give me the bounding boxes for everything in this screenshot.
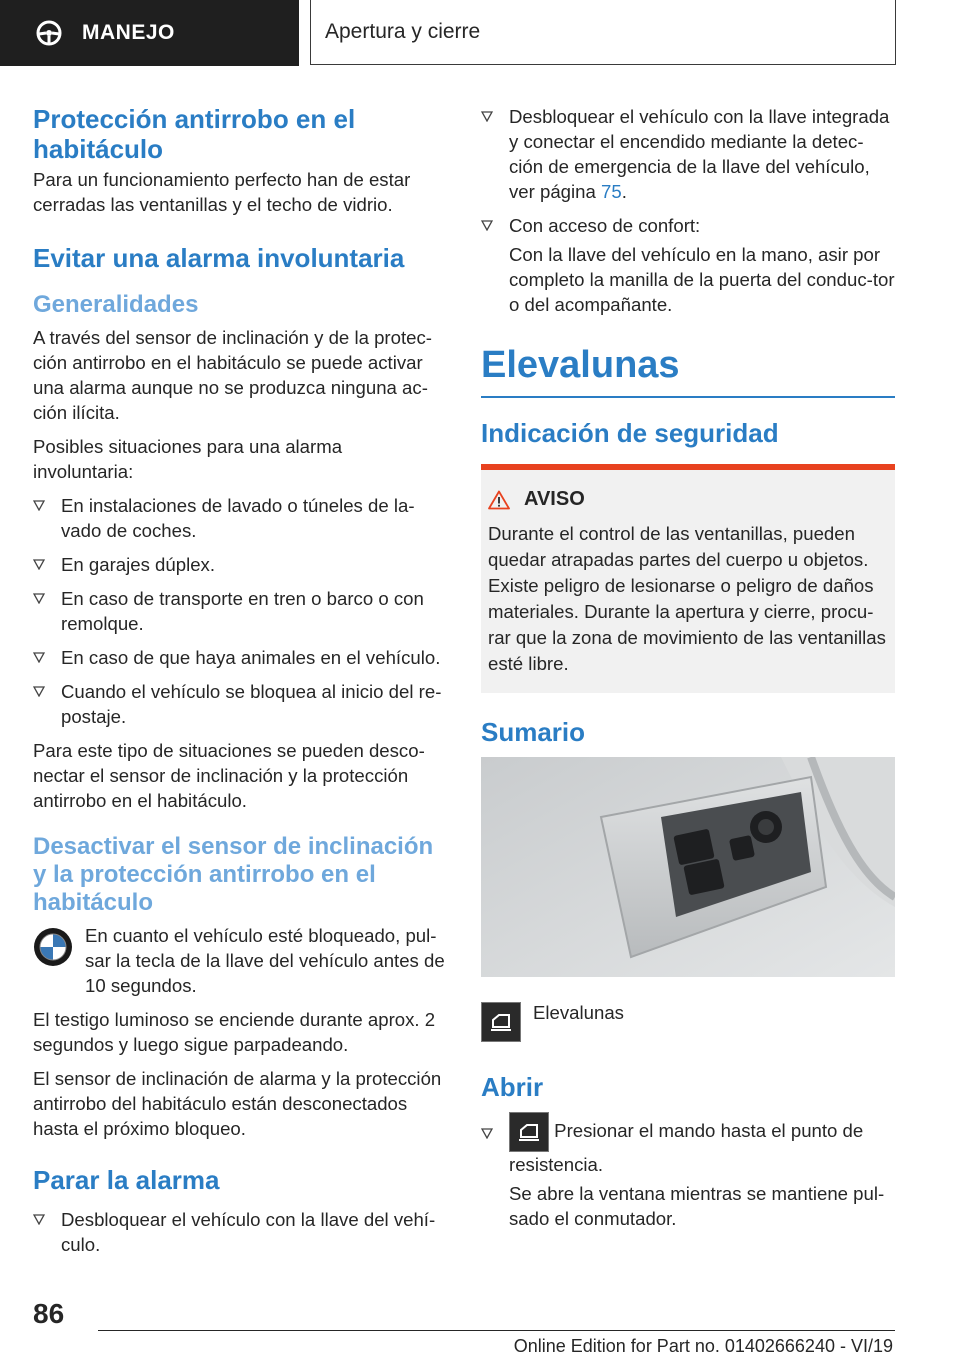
left-column bbox=[33, 100, 447, 1266]
footer-divider bbox=[98, 1330, 895, 1331]
window-switch-icon bbox=[509, 1112, 549, 1152]
heading-stop-alarm: Parar la alarma bbox=[33, 1165, 220, 1195]
stop-alarm-list-continued bbox=[481, 104, 895, 317]
paragraph-general-1: A través del sensor de inclinación y de la protec‐ción antirrobo en el habitáculo se puede activar una alarma aunque no se produzca ninguna ac‐ción ilícita. bbox=[33, 327, 432, 423]
legend-caption: Elevalunas bbox=[533, 1002, 624, 1023]
list-item: Con acceso de confort: Con la llave del vehículo en la mano, asir por completo la manilla de la puerta del conduc‐tor o del acompañante. bbox=[481, 213, 895, 317]
list-item: En caso de transporte en tren o barco o con remolque. bbox=[33, 586, 447, 636]
triangle-bullet-icon bbox=[481, 111, 493, 122]
paragraph-interior: Para un funcionamiento perfecto han de estar cerradas las ventanillas y el techo de vidrio. bbox=[33, 169, 411, 215]
list-item: En caso de que haya animales en el vehículo. bbox=[33, 645, 447, 670]
legend-row bbox=[481, 1002, 895, 1042]
right-column bbox=[481, 104, 895, 1240]
triangle-bullet-icon bbox=[33, 1214, 45, 1225]
heading-general: Generalidades bbox=[33, 291, 199, 318]
triangle-bullet-icon bbox=[33, 686, 45, 697]
triangle-bullet-icon bbox=[481, 1128, 493, 1139]
triangle-bullet-icon bbox=[33, 652, 45, 663]
window-switch-photo bbox=[481, 757, 895, 977]
list-item: Desbloquear el vehículo con la llave del vehí‐culo. bbox=[33, 1207, 447, 1257]
paragraph-deactivate-3: El sensor de inclinación de alarma y la protección antirrobo del habitáculo están desconectados hasta el próximo bloqueo. bbox=[33, 1068, 442, 1139]
list-item: Cuando el vehículo se bloquea al inicio del re‐postaje. bbox=[33, 679, 447, 729]
warning-text: Durante el control de las ventanillas, pueden quedar atrapadas partes del cuerpo u objetos. Existe peligro de lesionarse o peligro de daños materiales. Durante la apertura y cierre, procu‐rar que la zona de movimiento de las ventanillas esté libre. bbox=[488, 523, 886, 674]
page-number: 86 bbox=[33, 1298, 65, 1329]
list-item-detail: Se abre la ventana mientras se mantiene pul‐sado el conmutador. bbox=[509, 1183, 885, 1229]
stop-alarm-list bbox=[33, 1207, 447, 1257]
list-item-detail: Con la llave del vehículo en la mano, asir por completo la manilla de la puerta del conduc‐tor o del acompañante. bbox=[509, 244, 895, 315]
heading-windows: Elevalunas bbox=[481, 344, 680, 386]
section-tab bbox=[0, 0, 299, 66]
warning-title: AVISO bbox=[524, 488, 585, 510]
paragraph-deactivate-1: En cuanto el vehículo esté bloqueado, pul‐sar la tecla de la llave del vehículo antes de 10 segundos. bbox=[33, 923, 447, 998]
triangle-bullet-icon bbox=[481, 220, 493, 231]
situations-list bbox=[33, 493, 447, 729]
heading-interior-protection: Protección antirrobo en el habitáculo bbox=[33, 104, 356, 164]
heading-open: Abrir bbox=[481, 1072, 544, 1102]
chapter-header bbox=[310, 0, 896, 65]
heading-avoid-alarm: Evitar una alarma involuntaria bbox=[33, 243, 405, 273]
triangle-bullet-icon bbox=[33, 500, 45, 511]
warning-triangle-icon bbox=[488, 490, 510, 510]
warning-box bbox=[481, 470, 895, 693]
heading-safety-note: Indicación de seguridad bbox=[481, 418, 779, 448]
list-item: Presionar el mando hasta el punto de resistencia. Se abre la ventana mientras se mantiene pul‐sado el conmutador. bbox=[481, 1112, 895, 1231]
triangle-bullet-icon bbox=[33, 593, 45, 604]
window-switch-icon bbox=[481, 1002, 521, 1042]
triangle-bullet-icon bbox=[33, 559, 45, 570]
list-item: Desbloquear el vehículo con la llave integrada y conectar el encendido mediante la detec‐ción de emergencia de la llave del vehículo, ver página 75. bbox=[481, 104, 895, 204]
bmw-logo-icon bbox=[33, 927, 73, 967]
page-reference-link[interactable]: 75 bbox=[601, 181, 622, 202]
heading-overview: Sumario bbox=[481, 717, 586, 747]
open-list bbox=[481, 1112, 895, 1231]
list-item: En garajes dúplex. bbox=[33, 552, 447, 577]
heading-deactivate: Desactivar el sensor de inclinación y la protección antirrobo en el habitáculo bbox=[33, 833, 434, 916]
paragraph-deactivate-2: El testigo luminoso se enciende durante aprox. 2 segundos y luego sigue parpadeando. bbox=[33, 1009, 436, 1055]
footer-edition: Online Edition for Part no. 01402666240 - VI/19 bbox=[513, 1336, 893, 1356]
paragraph-general-2: Posibles situaciones para una alarma involuntaria: bbox=[33, 436, 343, 482]
list-item: En instalaciones de lavado o túneles de la‐vado de coches. bbox=[33, 493, 447, 543]
section-tab-label: MANEJO bbox=[82, 21, 175, 44]
steering-wheel-icon bbox=[36, 20, 62, 46]
paragraph-general-3: Para este tipo de situaciones se pueden desco‐nectar el sensor de inclinación y la protección antirrobo en el habitáculo. bbox=[33, 740, 425, 811]
section-divider bbox=[481, 396, 895, 398]
chapter-title: Apertura y cierre bbox=[325, 20, 481, 43]
